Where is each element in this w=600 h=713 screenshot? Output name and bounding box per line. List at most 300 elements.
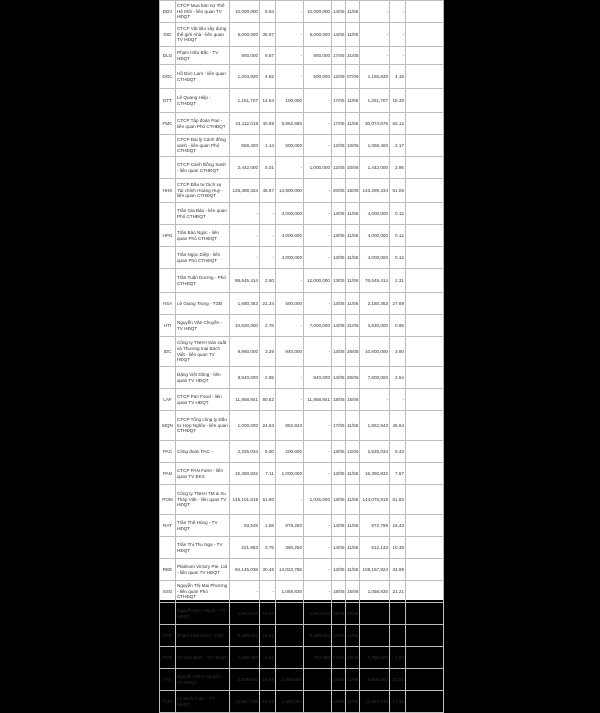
table-row — [160, 515, 444, 537]
empty-cell — [406, 559, 444, 581]
start-date-cell: 14/05 — [332, 1, 346, 23]
shares-buy-cell: 4,000,000 — [276, 247, 304, 269]
table-row — [160, 179, 444, 203]
pct-before-cell: 3.75 — [260, 537, 276, 559]
start-date-cell: 13/05 — [332, 625, 346, 647]
end-date-cell: 18/06 — [346, 179, 360, 203]
ticker-cell: HPG — [160, 225, 176, 247]
pct-before-cell: 2.85 — [260, 367, 276, 389]
shares-sell-cell: 750,000 — [304, 647, 332, 669]
end-date-cell: 11/06 — [346, 463, 360, 485]
table-row — [160, 1, 444, 23]
start-date-cell: 18/05 — [332, 581, 346, 603]
shares-after-cell: 1,058,400 — [360, 135, 390, 157]
holder-name-cell: CTCP Mua bán nợ Thế Hệ Mới - liên quan TV HĐQT — [176, 1, 230, 23]
ticker-cell: TFC — [160, 669, 176, 691]
holder-name-cell: CTCP Đầu tư Dịch vụ Tài chính Hoàng Huy - liên quan CTHĐQT — [176, 179, 230, 203]
shares-buy-cell: - — [276, 47, 304, 65]
table-row — [160, 463, 444, 485]
shares-sell-cell: - — [304, 411, 332, 441]
table-row — [160, 411, 444, 441]
pct-before-cell: 4.82 — [260, 65, 276, 89]
end-date-cell: 12/06 — [346, 441, 360, 463]
shares-sell-cell: - — [304, 179, 332, 203]
empty-cell — [406, 463, 444, 485]
pct-before-cell: - — [260, 203, 276, 225]
pct-before-cell: 3.29 — [260, 337, 276, 367]
ticker-cell: HHS — [160, 179, 176, 203]
shares-sell-cell: - — [304, 515, 332, 537]
pct-before-cell: 51.80 — [260, 485, 276, 515]
start-date-cell: 12/05 — [332, 65, 346, 89]
pct-before-cell: 24.63 — [260, 411, 276, 441]
start-date-cell: 17/05 — [332, 647, 346, 669]
shares-before-cell: 2,500,000 — [230, 647, 260, 669]
end-date-cell: 15/06 — [346, 389, 360, 411]
shares-sell-cell: - — [304, 247, 332, 269]
shares-sell-cell: - — [304, 337, 332, 367]
shares-sell-cell: - — [304, 293, 332, 315]
end-date-cell: 11/06 — [346, 225, 360, 247]
pct-before-cell: 5.00 — [260, 441, 276, 463]
shares-after-cell: 1,442,000 — [360, 157, 390, 179]
pct-after-cell: - — [390, 23, 406, 47]
empty-cell — [406, 603, 444, 625]
shares-before-cell: 1,680,353 — [230, 293, 260, 315]
end-date-cell: 07/06 — [346, 65, 360, 89]
ticker-cell — [160, 269, 176, 293]
start-date-cell: 13/05 — [332, 463, 346, 485]
empty-cell — [406, 515, 444, 537]
end-date-cell: 11/06 — [346, 113, 360, 135]
empty-cell — [406, 135, 444, 157]
ticker-cell — [160, 247, 176, 269]
shares-before-cell: 93,549 — [230, 515, 260, 537]
pct-after-cell: - — [390, 389, 406, 411]
shares-before-cell: 1,000,000 — [230, 411, 260, 441]
pct-before-cell: 6.84 — [260, 1, 276, 23]
table-row — [160, 691, 444, 713]
end-date-cell: 11/06 — [346, 269, 360, 293]
shares-buy-cell: 879,250 — [276, 515, 304, 537]
holder-name-cell: Trần Tuấn Dương - Phó CTHĐQT — [176, 269, 230, 293]
shares-sell-cell: 500,000 — [304, 65, 332, 89]
shares-sell-cell: - — [304, 203, 332, 225]
empty-cell — [406, 485, 444, 515]
shares-after-cell: 13,967,338 — [360, 691, 390, 713]
end-date-cell: 15/06 — [346, 581, 360, 603]
table-row — [160, 225, 444, 247]
holder-name-cell: Phạm Hữu Bắc - TV HĐQT — [176, 47, 230, 65]
holder-name-cell: Nguyễn Văn Chuyền - TV HĐQT — [176, 315, 230, 337]
holder-name-cell: Công đoàn PAC - — [176, 441, 230, 463]
empty-cell — [406, 269, 444, 293]
ticker-cell — [160, 603, 176, 625]
holder-name-cell: Phạm Thái Bình - TGĐ — [176, 625, 230, 647]
table-row — [160, 203, 444, 225]
end-date-cell: 11/06 — [346, 411, 360, 441]
shares-buy-cell: - — [276, 23, 304, 47]
shares-after-cell: 1,750,000 — [360, 647, 390, 669]
ticker-cell: HSA — [160, 293, 176, 315]
end-date-cell: 28/05 — [346, 367, 360, 389]
start-date-cell: 17/05 — [332, 113, 346, 135]
ticker-cell: FMC — [160, 113, 176, 135]
start-date-cell: 14/05 — [332, 315, 346, 337]
start-date-cell: 18/05 — [332, 389, 346, 411]
pct-before-cell: 2.60 — [260, 269, 276, 293]
end-date-cell: 28/05 — [346, 337, 360, 367]
pct-before-cell: 80.52 — [260, 389, 276, 411]
shares-after-cell: 1,058,830 — [360, 581, 390, 603]
pct-before-cell: - — [260, 247, 276, 269]
table-row — [160, 157, 444, 179]
pct-before-cell: 2.76 — [260, 315, 276, 337]
pct-before-cell: 45.67 — [260, 179, 276, 203]
empty-cell — [406, 1, 444, 23]
empty-cell — [406, 113, 444, 135]
pct-before-cell: 2.61 — [260, 647, 276, 669]
shares-buy-cell: 1,000,000 — [276, 669, 304, 691]
pct-after-cell: 4.19 — [390, 65, 406, 89]
shares-buy-cell: - — [276, 269, 304, 293]
shares-sell-cell: - — [304, 89, 332, 113]
start-date-cell: 17/05 — [332, 47, 346, 65]
pct-after-cell: 0.12 — [390, 225, 406, 247]
pct-after-cell: 2.54 — [390, 367, 406, 389]
empty-cell — [406, 691, 444, 713]
shares-after-cell: 2,525,034 — [360, 441, 390, 463]
pct-after-cell: 23.01 — [390, 669, 406, 691]
holder-name-cell: Lê Quang Hiệp - CTHĐQT — [176, 89, 230, 113]
pct-after-cell: 2.31 — [390, 269, 406, 293]
start-date-cell: 14/05 — [332, 537, 346, 559]
empty-cell — [406, 647, 444, 669]
shares-sell-cell: - — [304, 113, 332, 135]
pct-after-cell: - — [390, 603, 406, 625]
shares-sell-cell: 12,000,000 — [304, 269, 332, 293]
pct-after-cell: 0.95 — [390, 315, 406, 337]
holder-name-cell: Platinum Victory Pte. Ltd - liên quan TV HĐQT — [176, 559, 230, 581]
holder-name-cell: CTCP Tập đoàn Pan - liên quan Phó CTHĐQT — [176, 113, 230, 135]
shares-sell-cell: - — [304, 559, 332, 581]
table-body — [160, 1, 444, 713]
end-date-cell: 11/06 — [346, 23, 360, 47]
shares-buy-cell: - — [276, 65, 304, 89]
empty-cell — [406, 157, 444, 179]
end-date-cell: 11/06 — [346, 485, 360, 515]
pct-after-cell: 2.17 — [390, 135, 406, 157]
shares-sell-cell: 10,000,000 — [304, 1, 332, 23]
pct-before-cell: 24.97 — [260, 603, 276, 625]
start-date-cell: 13/05 — [332, 485, 346, 515]
pct-after-cell: 34.99 — [390, 559, 406, 581]
end-date-cell: 11/06 — [346, 293, 360, 315]
holder-name-cell: Trần Ngọc Diệp - liên quan Phó CTHĐQT — [176, 247, 230, 269]
holder-name-cell: CTCP Tổng công ty Đầu tư Hợp Nghĩa - liên quan CTHĐQT — [176, 411, 230, 441]
shares-buy-cell: - — [276, 603, 304, 625]
shares-sell-cell: - — [304, 441, 332, 463]
shares-after-cell: 108,167,824 — [360, 559, 390, 581]
shares-after-cell: 612,133 — [360, 537, 390, 559]
holder-name-cell: CTCP Vật liệu xây dựng thế giới nhà - liên quan TV HĐQT — [176, 23, 230, 47]
end-date-cell: 31/05 — [346, 315, 360, 337]
table-row — [160, 293, 444, 315]
shares-after-cell: 144,075,819 — [360, 485, 390, 515]
holder-name-cell: Võ Văn Bính - TV HĐQT — [176, 647, 230, 669]
end-date-cell: 11/06 — [346, 515, 360, 537]
shares-after-cell: 2,180,353 — [360, 293, 390, 315]
ticker-cell: POM — [160, 485, 176, 515]
table-row — [160, 65, 444, 89]
shares-after-cell: 7,600,000 — [360, 367, 390, 389]
pct-after-cell: 17.15 — [390, 691, 406, 713]
start-date-cell: 14/05 — [332, 293, 346, 315]
pct-after-cell: - — [390, 1, 406, 23]
empty-cell — [406, 315, 444, 337]
shares-buy-cell: 14,800,000 — [276, 179, 304, 203]
empty-cell — [406, 47, 444, 65]
holder-name-cell: Nguyễn Đức Mạnh - TV HĐQT — [176, 603, 230, 625]
shares-after-cell: 10,800,000 — [360, 337, 390, 367]
pct-after-cell: 0.12 — [390, 247, 406, 269]
start-date-cell: 20/05 — [332, 179, 346, 203]
shares-after-cell: 1,155,830 — [360, 65, 390, 89]
shares-after-cell: 1,852,843 — [360, 411, 390, 441]
pct-before-cell: 22.57 — [260, 625, 276, 647]
shares-before-cell: - — [230, 225, 260, 247]
shares-sell-cell: 11,858,841 — [304, 389, 332, 411]
shares-after-cell: - — [360, 23, 390, 47]
shares-sell-cell: 5,000,000 — [304, 23, 332, 47]
shares-after-cell: - — [360, 1, 390, 23]
start-date-cell: 13/05 — [332, 269, 346, 293]
end-date-cell: 11/06 — [346, 537, 360, 559]
shares-buy-cell: - — [276, 485, 304, 515]
shares-buy-cell: 1,058,830 — [276, 581, 304, 603]
end-date-cell: 15/06 — [346, 603, 360, 625]
pct-before-cell: 19.09 — [260, 669, 276, 691]
start-date-cell: 12/05 — [332, 157, 346, 179]
holder-name-cell: CTCP Pan Food - liên quan TV HĐQT — [176, 389, 230, 411]
start-date-cell: 18/05 — [332, 603, 346, 625]
holder-name-cell: CTCP Cánh Đồng Xanh - liên quan CTHĐQT — [176, 157, 230, 179]
shares-sell-cell: - — [304, 463, 332, 485]
shares-sell-cell: - — [304, 537, 332, 559]
shares-sell-cell: 940,000 — [304, 367, 332, 389]
pct-before-cell: 9.67 — [260, 47, 276, 65]
ticker-cell: IDC — [160, 337, 176, 367]
pct-before-cell: 14.54 — [260, 89, 276, 113]
shares-before-cell: 12,967,338 — [230, 691, 260, 713]
shares-buy-cell: 1,000,000 — [276, 691, 304, 713]
table-row — [160, 485, 444, 515]
empty-cell — [406, 293, 444, 315]
empty-cell — [406, 581, 444, 603]
pct-after-cell: 10.35 — [390, 537, 406, 559]
holder-name-cell: Nguyễn Thị Mai Phương - liên quan Phó CTHĐQT — [176, 581, 230, 603]
start-date-cell: 14/05 — [332, 23, 346, 47]
empty-cell — [406, 337, 444, 367]
pct-before-cell: 5.01 — [260, 157, 276, 179]
shares-buy-cell: 1,000,000 — [276, 463, 304, 485]
start-date-cell: 14/05 — [332, 367, 346, 389]
empty-cell — [406, 441, 444, 463]
shares-after-cell: 16,390,832 — [360, 463, 390, 485]
end-date-cell: 11/06 — [346, 669, 360, 691]
shares-before-cell: 10,630,000 — [230, 315, 260, 337]
table-row — [160, 441, 444, 463]
shares-sell-cell: 7,000,000 — [304, 315, 332, 337]
shares-sell-cell: - — [304, 691, 332, 713]
shares-buy-cell: - — [276, 367, 304, 389]
pct-after-cell: 2.96 — [390, 157, 406, 179]
end-date-cell: 11/06 — [346, 247, 360, 269]
empty-cell — [406, 65, 444, 89]
shares-before-cell: 2,442,000 — [230, 157, 260, 179]
shares-before-cell: 1,151,707 — [230, 89, 260, 113]
empty-cell — [406, 389, 444, 411]
table-row — [160, 89, 444, 113]
empty-cell — [406, 89, 444, 113]
shares-before-cell: 24,112,018 — [230, 113, 260, 135]
pct-before-cell: 7.11 — [260, 463, 276, 485]
empty-cell — [406, 179, 444, 203]
shares-before-cell: 2,808,600 — [230, 669, 260, 691]
table-row — [160, 669, 444, 691]
table-row — [160, 113, 444, 135]
start-date-cell: 13/05 — [332, 203, 346, 225]
pct-before-cell: 15.92 — [260, 691, 276, 713]
start-date-cell: 13/05 — [332, 559, 346, 581]
shares-buy-cell: 100,000 — [276, 89, 304, 113]
table-row — [160, 581, 444, 603]
pct-after-cell: 5.43 — [390, 441, 406, 463]
shares-before-cell: 221,883 — [230, 537, 260, 559]
shares-before-cell: 15,390,832 — [230, 463, 260, 485]
table-row — [160, 269, 444, 293]
ticker-cell: PAC — [160, 441, 176, 463]
ticker-cell — [160, 157, 176, 179]
pct-before-cell: 35.97 — [260, 23, 276, 47]
end-date-cell: 10/06 — [346, 157, 360, 179]
shares-buy-cell: - — [276, 315, 304, 337]
pct-after-cell: 16.43 — [390, 515, 406, 537]
holder-name-cell: Đặng Việt Dũng - liên quan TV HĐQT — [176, 367, 230, 389]
shares-after-cell: 972,799 — [360, 515, 390, 537]
shares-after-cell: 140,289,334 — [360, 179, 390, 203]
empty-cell — [406, 247, 444, 269]
table-row — [160, 625, 444, 647]
table-row — [160, 559, 444, 581]
shares-before-cell: 11,858,841 — [230, 389, 260, 411]
shares-buy-cell: 5,962,660 — [276, 113, 304, 135]
shares-before-cell: 1,244,010 — [230, 603, 260, 625]
empty-cell — [406, 669, 444, 691]
ticker-cell: PAN — [160, 463, 176, 485]
pct-before-cell: 1.14 — [260, 135, 276, 157]
shares-after-cell: 3,630,000 — [360, 315, 390, 337]
shares-after-cell: - — [360, 47, 390, 65]
end-date-cell: 11/06 — [346, 89, 360, 113]
pct-after-cell: 45.64 — [390, 411, 406, 441]
pct-before-cell: - — [260, 225, 276, 247]
shares-before-cell: 900,000 — [230, 47, 260, 65]
shares-sell-cell: 1,244,010 — [304, 603, 332, 625]
shares-sell-cell: - — [304, 581, 332, 603]
pct-after-cell: - — [390, 625, 406, 647]
pct-before-cell: 1.59 — [260, 515, 276, 537]
shares-before-cell: 8,540,000 — [230, 367, 260, 389]
shares-buy-cell: 852,843 — [276, 411, 304, 441]
shares-before-cell: 145,101,819 — [230, 485, 260, 515]
shares-before-cell: 94,145,038 — [230, 559, 260, 581]
shares-buy-cell: 14,022,786 — [276, 559, 304, 581]
pct-after-cell: 7.57 — [390, 463, 406, 485]
end-date-cell: 11/06 — [346, 559, 360, 581]
pct-after-cell: 51.06 — [390, 179, 406, 203]
shares-before-cell: 558,400 — [230, 135, 260, 157]
shares-buy-cell: - — [276, 647, 304, 669]
ticker-cell: TDM — [160, 647, 176, 669]
ticker-cell: LAF — [160, 389, 176, 411]
table-row — [160, 537, 444, 559]
start-date-cell: 13/05 — [332, 247, 346, 269]
holder-name-cell: CTCP Đại lý Cánh đồng xanh - liên quan Phó CTHĐQT — [176, 135, 230, 157]
shares-before-cell: 10,000,000 — [230, 1, 260, 23]
shares-after-cell: 3,808,600 — [360, 669, 390, 691]
pct-before-cell: 21.34 — [260, 293, 276, 315]
ticker-cell: DGC — [160, 65, 176, 89]
pct-after-cell: 0.12 — [390, 203, 406, 225]
table-row — [160, 647, 444, 669]
start-date-cell: 14/05 — [332, 515, 346, 537]
ticker-cell: DDV — [160, 1, 176, 23]
ticker-cell — [160, 203, 176, 225]
shares-sell-cell: - — [304, 135, 332, 157]
shares-after-cell: - — [360, 389, 390, 411]
table-row — [160, 603, 444, 625]
start-date-cell: 13/05 — [332, 691, 346, 713]
ticker-cell: HTI — [160, 315, 176, 337]
pct-after-cell: - — [390, 47, 406, 65]
end-date-cell: 10/06 — [346, 135, 360, 157]
ticker-cell: RAT — [160, 515, 176, 537]
pct-after-cell: 51.80 — [390, 485, 406, 515]
ticker-cell: THG — [160, 691, 176, 713]
pct-before-cell: - — [260, 581, 276, 603]
start-date-cell: 13/05 — [332, 441, 346, 463]
holder-name-cell: Lê Minh Tuấn - TV HĐQT — [176, 691, 230, 713]
shares-before-cell: - — [230, 247, 260, 269]
end-date-cell: 11/06 — [346, 1, 360, 23]
table-row — [160, 389, 444, 411]
insider-trading-table — [159, 0, 444, 713]
pct-before-cell: 30.46 — [260, 559, 276, 581]
holder-name-cell: Công ty TNHH TM & Xu Thép Việt - liên quan TV HĐQT — [176, 485, 230, 515]
pct-after-cell: 1.83 — [390, 647, 406, 669]
shares-sell-cell: 1,000,000 — [304, 157, 332, 179]
holder-name-cell: Trần Thị Thu Nga - TV HĐQT — [176, 537, 230, 559]
holder-name-cell: CTCP PAN Farm - liên quan TV BKS — [176, 463, 230, 485]
start-date-cell: 17/05 — [332, 89, 346, 113]
end-date-cell: 11/06 — [346, 625, 360, 647]
end-date-cell: 15/06 — [346, 647, 360, 669]
end-date-cell: 31/05 — [346, 47, 360, 65]
ticker-cell: DLG — [160, 47, 176, 65]
holder-name-cell: Trần Bảo Ngọc - liên quan Phó CTHĐQT — [176, 225, 230, 247]
end-date-cell: 11/06 — [346, 203, 360, 225]
